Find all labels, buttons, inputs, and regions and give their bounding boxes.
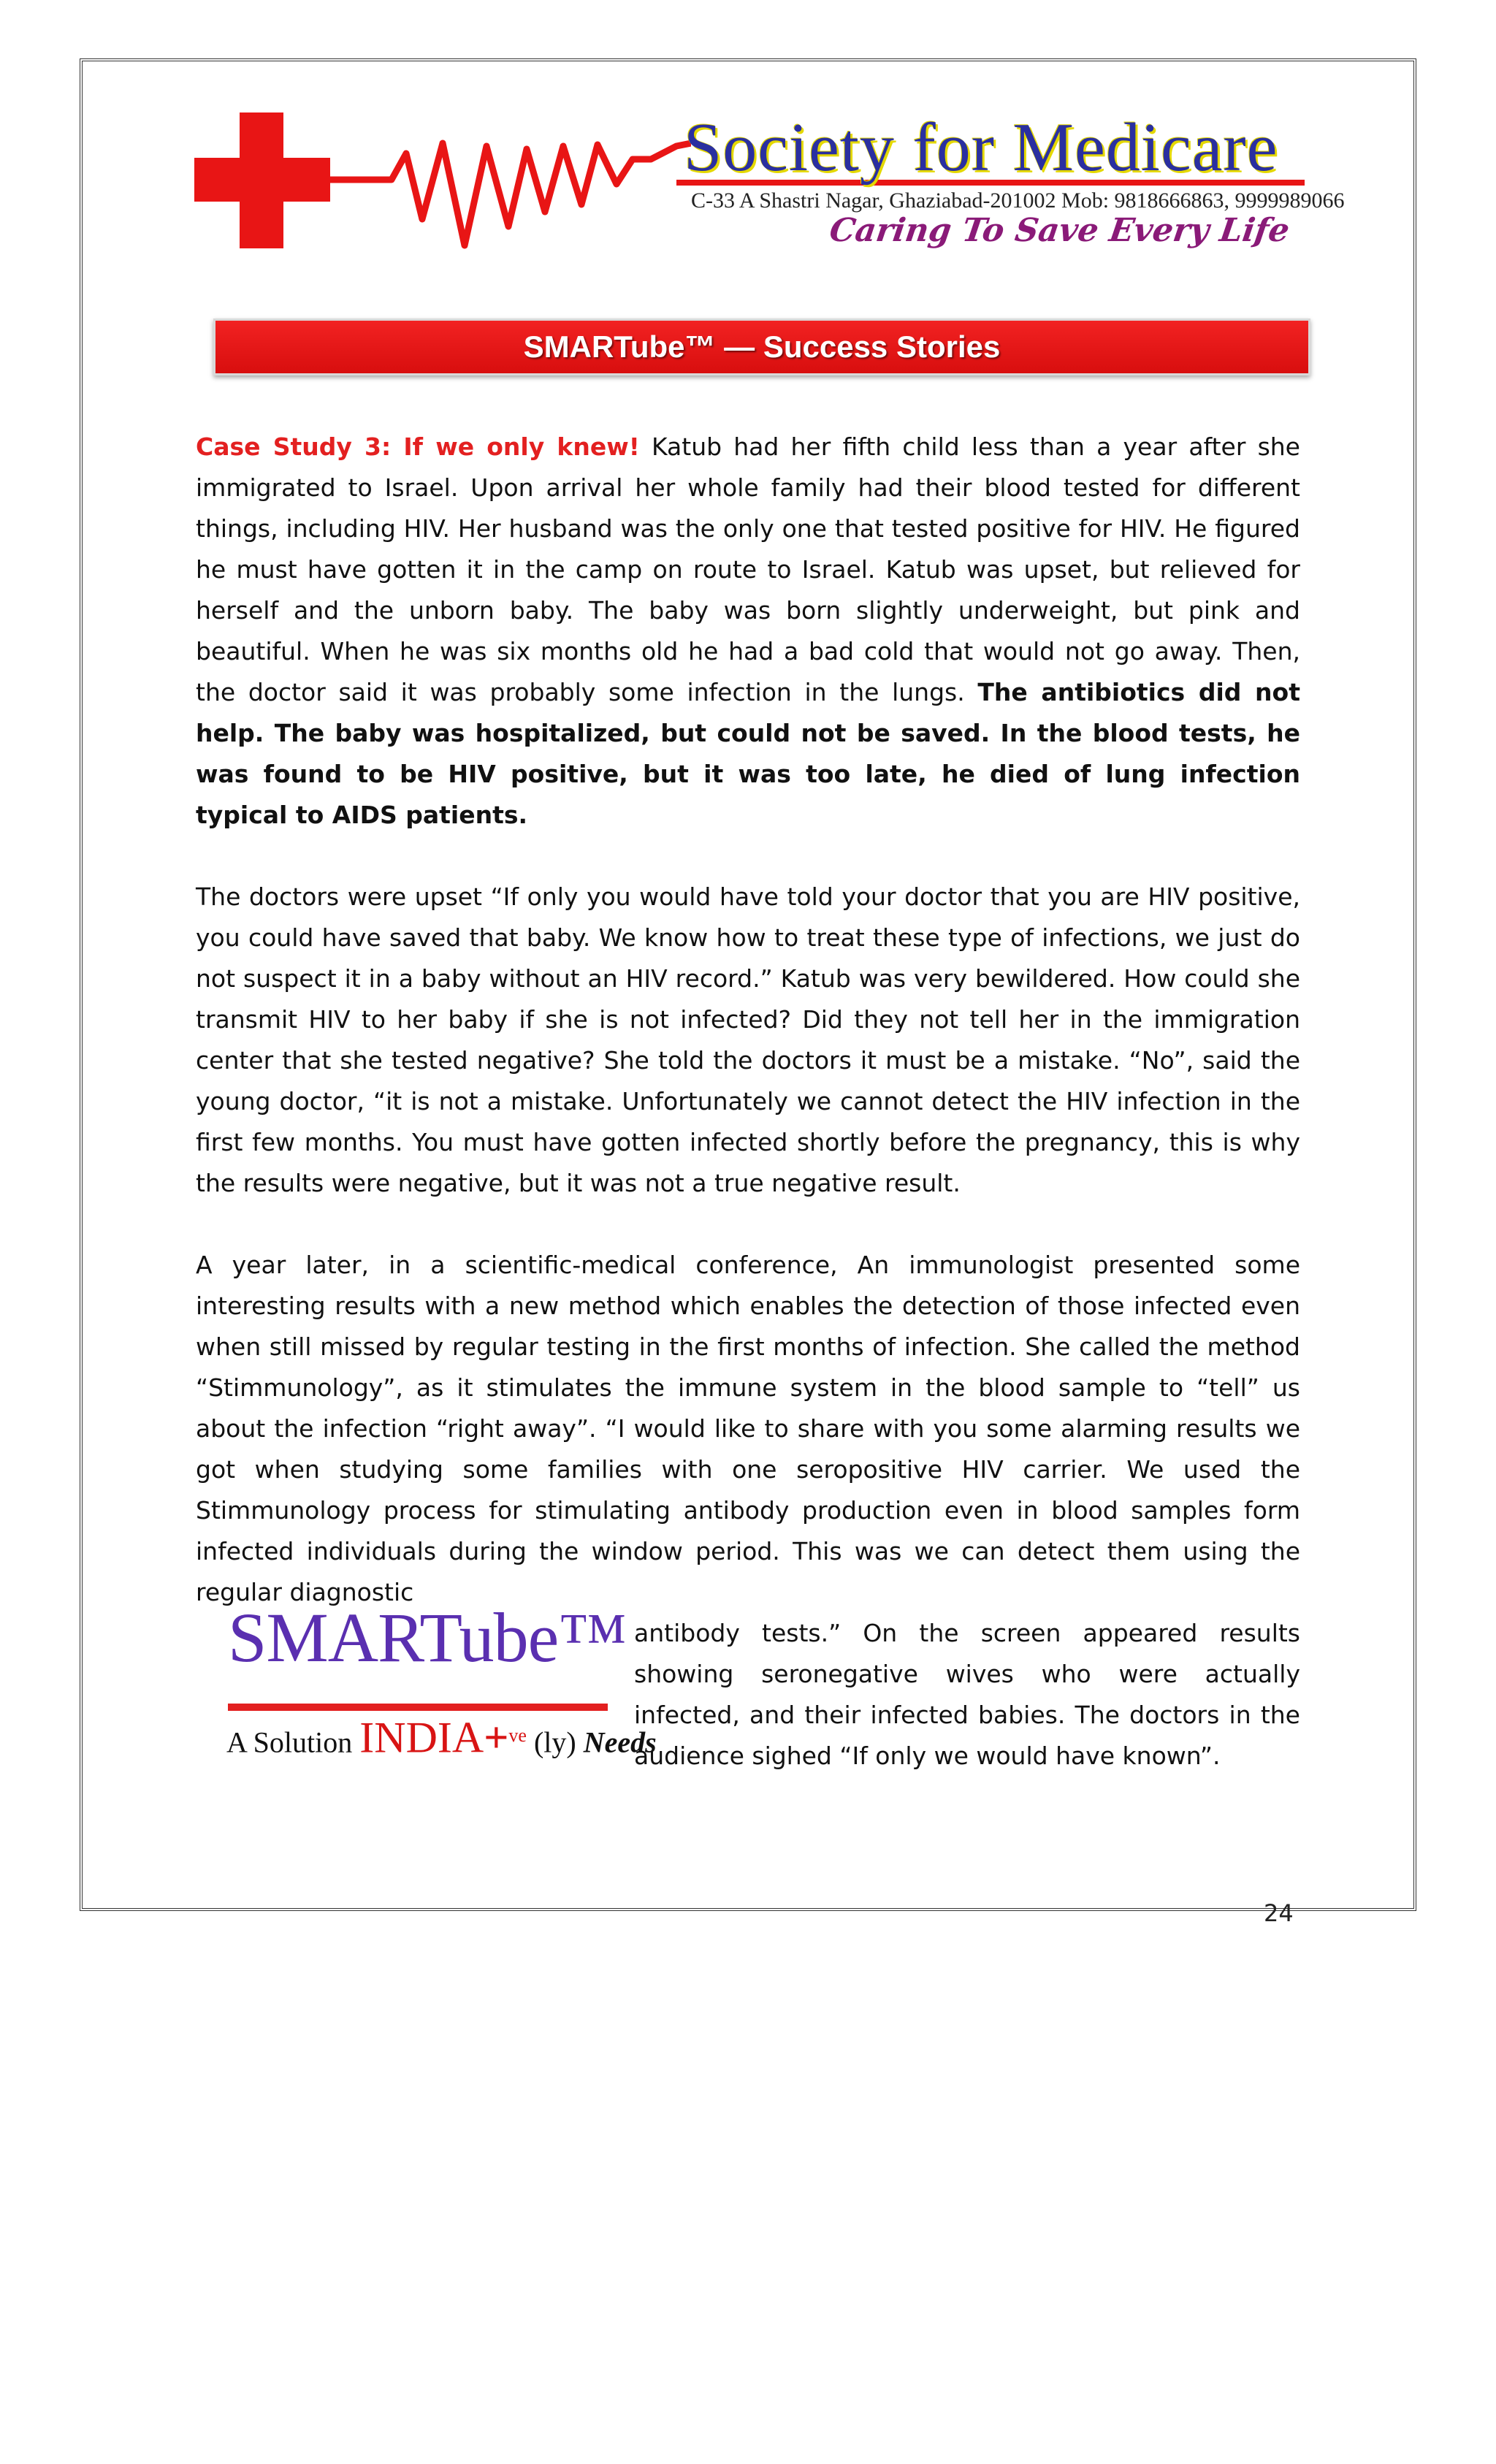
letterhead <box>194 102 1345 263</box>
paragraph-2: The doctors were upset “If only you would have told your doctor that you are HIV positive, you could have saved that baby. We know how to treat these type of infections, we just do not suspect it in a baby without an HIV record.” Katub was very bewildered. How could she transmit HIV to her baby if she is not infected? Did they not tell her in the immigration center that she tested negative? She told the doctors it must be a mistake. “No”, said the young doctor, “it is not a mistake. Unfortunately we cannot detect the HIV infection in the first few months. You must have gotten infected shortly before the pregnancy, this is why the results were negative, but it was not a true negative result. <box>196 882 1300 1197</box>
logo-wrap-section <box>196 1598 1300 1777</box>
org-address: C-33 A Shastri Nagar, Ghaziabad-201002 Mob: 9818666863, 9999989066 <box>691 188 1345 213</box>
section-banner <box>213 319 1310 375</box>
logo-ly: (ly) <box>533 1725 576 1759</box>
logo-plus: + <box>484 1713 509 1762</box>
logo-india: INDIA <box>359 1713 484 1762</box>
paragraph-3 <box>196 1245 1300 1613</box>
paragraph-1 <box>196 427 1300 836</box>
paragraph-3-start: A year later, in a scientific-medical conference, An immunologist presented some interesting results with a new method which enables the detection of those infected even when still missed by regular testing in the first months of infection. She called the method “Stimmunology”, as it stimulates the immune system in the blood sample to “tell” us about the infection “right away”. “I would like to share with you some alarming results we got when studying some families with one seropositive HIV carrier. We used the Stimmunology process for stimulating antibody production even in blood samples form infected individuals during the window period. This was we can detect them using the regular diagnostic <box>196 1251 1300 1606</box>
banner-title: SMARTube™ — Success Stories <box>523 329 1001 364</box>
case-study-title: Case Study 3: If we only knew! <box>196 432 640 461</box>
article-body <box>196 427 1300 1777</box>
logo-slogan-a: A Solution <box>226 1725 353 1759</box>
org-tagline: Caring To Save Every Life <box>827 212 1292 249</box>
logo-needs: Needs <box>583 1725 657 1759</box>
page-number: 24 <box>1264 1899 1294 1927</box>
logo-sup: ve <box>508 1725 527 1746</box>
paragraph-1-text: Katub had her fifth child less than a year after she immigrated to Israel. Upon arrival her whole family had their blood tested for different things, including HIV. Her husband was the only one that tested positive for HIV. He figured he must have gotten it in the camp on route to Israel. Katub was upset, but relieved for herself and the unborn baby. The baby was born slightly underweight, but pink and beautiful. When he was six months old he had a bad cold that would not go away. Then, the doctor said it was probably some infection in the lungs. <box>196 432 1300 706</box>
red-cross-ecg-logo <box>194 102 691 263</box>
logo-divider <box>228 1704 608 1711</box>
smartube-logo-text: SMARTube™ <box>228 1598 627 1677</box>
paragraph-3-end: antibody tests.” On the screen appeared results showing seronegative wives who were actually infected, and their infected babies. The doctors in the audience sighed “If only we would have known”. <box>634 1619 1300 1770</box>
smartube-logo <box>196 1598 657 1777</box>
org-name: Society for Medicare <box>684 110 1278 186</box>
paragraph-1-bold: The antibiotics did not help. The baby was hospitalized, but could not be saved. In the blood tests, he was found to be HIV positive, but it was too late, he died of lung infection typical to AIDS patients. <box>196 678 1300 829</box>
logo-slogan <box>226 1715 657 1763</box>
